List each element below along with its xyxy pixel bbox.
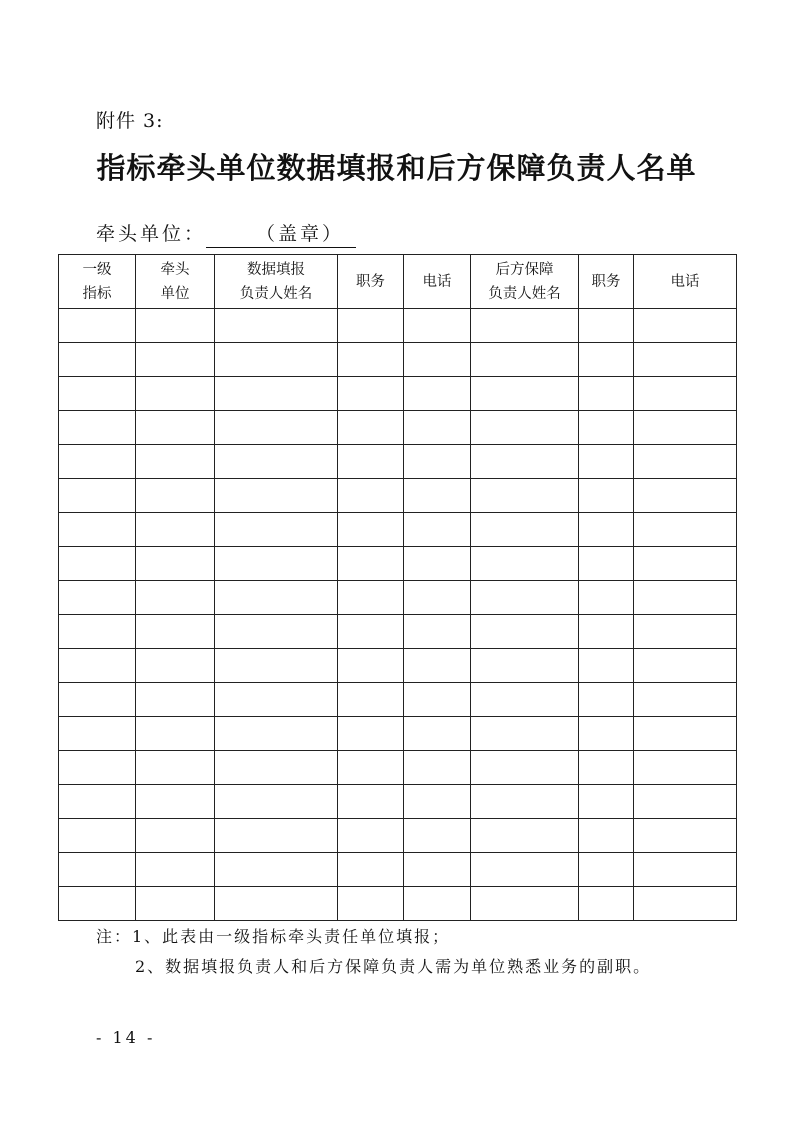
table-cell[interactable] xyxy=(59,887,136,921)
table-cell[interactable] xyxy=(404,411,471,445)
table-cell[interactable] xyxy=(634,547,737,581)
table-cell[interactable] xyxy=(338,343,404,377)
table-cell[interactable] xyxy=(215,513,338,547)
table-cell[interactable] xyxy=(215,683,338,717)
table-row xyxy=(59,853,737,887)
table-cell[interactable] xyxy=(59,377,136,411)
table-cell[interactable] xyxy=(579,343,634,377)
table-row xyxy=(59,819,737,853)
table-cell[interactable] xyxy=(404,513,471,547)
table-cell[interactable] xyxy=(634,751,737,785)
table-cell[interactable] xyxy=(338,581,404,615)
table-cell[interactable] xyxy=(59,853,136,887)
table-cell[interactable] xyxy=(634,615,737,649)
table-cell[interactable] xyxy=(338,411,404,445)
table-cell[interactable] xyxy=(338,785,404,819)
table-cell[interactable] xyxy=(136,649,215,683)
table-cell[interactable] xyxy=(634,717,737,751)
header-primary-indicator: 一级 指标 xyxy=(59,255,136,309)
table-row xyxy=(59,547,737,581)
table-cell[interactable] xyxy=(471,445,579,479)
table-row xyxy=(59,411,737,445)
table-cell[interactable] xyxy=(471,411,579,445)
table-cell[interactable] xyxy=(59,819,136,853)
table-cell[interactable] xyxy=(59,513,136,547)
stamp-field: （盖章） xyxy=(206,221,356,248)
table-cell[interactable] xyxy=(579,547,634,581)
table-cell[interactable] xyxy=(404,785,471,819)
table-cell[interactable] xyxy=(634,649,737,683)
table-cell[interactable] xyxy=(634,377,737,411)
table-cell[interactable] xyxy=(404,377,471,411)
table-cell[interactable] xyxy=(136,785,215,819)
table-cell[interactable] xyxy=(215,377,338,411)
table-cell[interactable] xyxy=(59,547,136,581)
notes xyxy=(96,922,651,982)
table-cell[interactable] xyxy=(136,547,215,581)
table-cell[interactable] xyxy=(136,751,215,785)
table-cell[interactable] xyxy=(579,649,634,683)
table-cell[interactable] xyxy=(471,853,579,887)
table-cell[interactable] xyxy=(338,479,404,513)
table-cell[interactable] xyxy=(338,649,404,683)
table-cell[interactable] xyxy=(215,751,338,785)
table-cell[interactable] xyxy=(404,683,471,717)
table-cell[interactable] xyxy=(136,343,215,377)
table-row xyxy=(59,683,737,717)
attachment-label: 附件 3: xyxy=(96,110,164,132)
table-cell[interactable] xyxy=(404,309,471,343)
table-cell[interactable] xyxy=(338,819,404,853)
table-cell[interactable] xyxy=(634,343,737,377)
table-cell[interactable] xyxy=(634,683,737,717)
table-cell[interactable] xyxy=(59,411,136,445)
lead-unit-label: 牵头单位： xyxy=(96,223,207,245)
table-cell[interactable] xyxy=(471,547,579,581)
table-cell[interactable] xyxy=(215,479,338,513)
table-cell[interactable] xyxy=(136,887,215,921)
header-support-contact-position: 职务 xyxy=(579,255,634,309)
table-cell[interactable] xyxy=(59,445,136,479)
table-cell[interactable] xyxy=(59,751,136,785)
table-cell[interactable] xyxy=(215,819,338,853)
table-cell[interactable] xyxy=(471,785,579,819)
table-cell[interactable] xyxy=(471,717,579,751)
table-cell[interactable] xyxy=(634,445,737,479)
table-row xyxy=(59,649,737,683)
table-cell[interactable] xyxy=(471,649,579,683)
table-cell[interactable] xyxy=(215,411,338,445)
note-1: 注：1、此表由一级指标牵头责任单位填报； xyxy=(96,927,451,946)
table-cell[interactable] xyxy=(579,581,634,615)
table-cell[interactable] xyxy=(634,309,737,343)
note-2: 2、数据填报负责人和后方保障负责人需为单位熟悉业务的副职。 xyxy=(135,957,652,976)
table-cell[interactable] xyxy=(404,887,471,921)
lead-unit-line xyxy=(96,219,356,248)
table-cell[interactable] xyxy=(338,683,404,717)
table-cell[interactable] xyxy=(338,309,404,343)
table-cell[interactable] xyxy=(634,819,737,853)
table-cell[interactable] xyxy=(404,615,471,649)
table-cell[interactable] xyxy=(59,479,136,513)
table-row xyxy=(59,751,737,785)
table-row xyxy=(59,785,737,819)
table-cell[interactable] xyxy=(136,819,215,853)
table-cell[interactable] xyxy=(136,513,215,547)
table-cell[interactable] xyxy=(404,479,471,513)
table-cell[interactable] xyxy=(634,887,737,921)
table-cell[interactable] xyxy=(579,411,634,445)
table-cell[interactable] xyxy=(59,581,136,615)
table-cell[interactable] xyxy=(215,717,338,751)
table-cell[interactable] xyxy=(404,343,471,377)
roster-table xyxy=(58,254,737,921)
table-cell[interactable] xyxy=(136,683,215,717)
table-cell[interactable] xyxy=(338,887,404,921)
table-row xyxy=(59,343,737,377)
table-cell[interactable] xyxy=(215,309,338,343)
table-row xyxy=(59,717,737,751)
header-support-contact-phone: 电话 xyxy=(634,255,737,309)
table-cell[interactable] xyxy=(471,513,579,547)
table-cell[interactable] xyxy=(634,785,737,819)
table-row xyxy=(59,513,737,547)
table-cell[interactable] xyxy=(59,309,136,343)
table-cell[interactable] xyxy=(136,717,215,751)
table-cell[interactable] xyxy=(404,819,471,853)
table-row xyxy=(59,377,737,411)
table-cell[interactable] xyxy=(579,445,634,479)
table-cell[interactable] xyxy=(136,581,215,615)
table-cell[interactable] xyxy=(471,377,579,411)
table-cell[interactable] xyxy=(634,411,737,445)
table-cell[interactable] xyxy=(59,649,136,683)
table-row xyxy=(59,479,737,513)
table-cell[interactable] xyxy=(579,309,634,343)
table-cell[interactable] xyxy=(59,683,136,717)
header-support-contact-name: 后方保障 负责人姓名 xyxy=(471,255,579,309)
table-cell[interactable] xyxy=(579,479,634,513)
table-cell[interactable] xyxy=(579,513,634,547)
table-cell[interactable] xyxy=(404,717,471,751)
table-row xyxy=(59,581,737,615)
table-row xyxy=(59,309,737,343)
table-cell[interactable] xyxy=(404,547,471,581)
table-cell[interactable] xyxy=(338,513,404,547)
table-cell[interactable] xyxy=(579,785,634,819)
table-cell[interactable] xyxy=(579,751,634,785)
table-cell[interactable] xyxy=(215,445,338,479)
table-cell[interactable] xyxy=(404,751,471,785)
table-cell[interactable] xyxy=(59,615,136,649)
table-cell[interactable] xyxy=(404,853,471,887)
document-title: 指标牵头单位数据填报和后方保障负责人名单 xyxy=(96,151,697,185)
table-cell[interactable] xyxy=(471,819,579,853)
roster-table-body xyxy=(59,309,737,921)
table-cell[interactable] xyxy=(338,853,404,887)
table-cell[interactable] xyxy=(471,479,579,513)
table-cell[interactable] xyxy=(59,343,136,377)
header-data-contact-position: 职务 xyxy=(338,255,404,309)
table-cell[interactable] xyxy=(471,581,579,615)
table-cell[interactable] xyxy=(136,309,215,343)
table-row xyxy=(59,615,737,649)
table-cell[interactable] xyxy=(136,411,215,445)
table-cell[interactable] xyxy=(579,887,634,921)
table-cell[interactable] xyxy=(338,717,404,751)
table-cell[interactable] xyxy=(59,785,136,819)
table-cell[interactable] xyxy=(59,717,136,751)
table-row xyxy=(59,887,737,921)
header-lead-unit: 牵头 单位 xyxy=(136,255,215,309)
table-cell[interactable] xyxy=(471,343,579,377)
table-cell[interactable] xyxy=(404,581,471,615)
table-cell[interactable] xyxy=(215,547,338,581)
table-cell[interactable] xyxy=(471,309,579,343)
table-cell[interactable] xyxy=(579,853,634,887)
table-cell[interactable] xyxy=(215,343,338,377)
table-cell[interactable] xyxy=(579,377,634,411)
table-cell[interactable] xyxy=(215,785,338,819)
table-cell[interactable] xyxy=(136,479,215,513)
table-cell[interactable] xyxy=(634,513,737,547)
table-cell[interactable] xyxy=(136,445,215,479)
table-cell[interactable] xyxy=(136,853,215,887)
table-cell[interactable] xyxy=(404,445,471,479)
table-header-row xyxy=(59,255,737,309)
table-cell[interactable] xyxy=(338,377,404,411)
table-cell[interactable] xyxy=(136,377,215,411)
table-row xyxy=(59,445,737,479)
table-cell[interactable] xyxy=(579,819,634,853)
table-cell[interactable] xyxy=(471,751,579,785)
table-cell[interactable] xyxy=(471,683,579,717)
table-cell[interactable] xyxy=(338,615,404,649)
table-cell[interactable] xyxy=(215,649,338,683)
table-cell[interactable] xyxy=(136,615,215,649)
table-cell[interactable] xyxy=(404,649,471,683)
table-cell[interactable] xyxy=(338,547,404,581)
table-cell[interactable] xyxy=(579,717,634,751)
table-cell[interactable] xyxy=(215,615,338,649)
page-number: - 14 - xyxy=(96,1028,156,1047)
table-cell[interactable] xyxy=(579,615,634,649)
table-cell[interactable] xyxy=(338,751,404,785)
table-cell[interactable] xyxy=(215,581,338,615)
table-cell[interactable] xyxy=(215,853,338,887)
header-data-contact-phone: 电话 xyxy=(404,255,471,309)
table-cell[interactable] xyxy=(634,853,737,887)
table-cell[interactable] xyxy=(338,445,404,479)
table-cell[interactable] xyxy=(471,615,579,649)
table-cell[interactable] xyxy=(634,479,737,513)
table-cell[interactable] xyxy=(634,581,737,615)
table-cell[interactable] xyxy=(471,887,579,921)
table-cell[interactable] xyxy=(215,887,338,921)
table-cell[interactable] xyxy=(579,683,634,717)
header-data-contact-name: 数据填报 负责人姓名 xyxy=(215,255,338,309)
